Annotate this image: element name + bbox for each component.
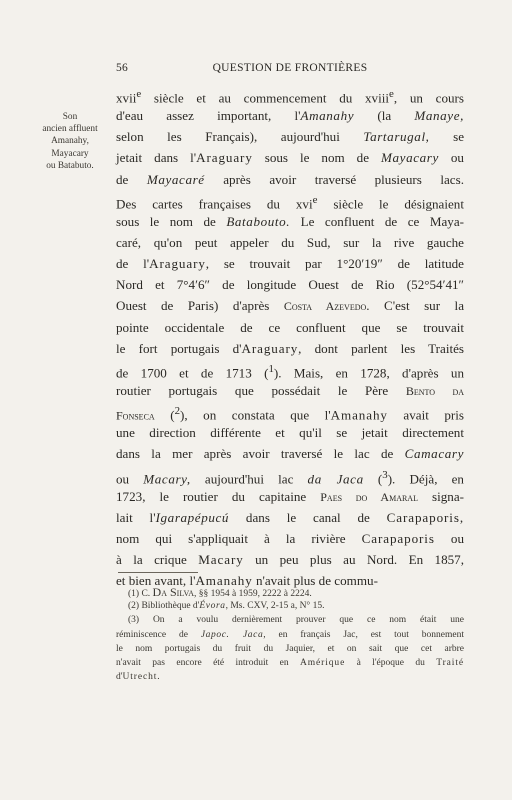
text-line: Ouest de Paris) d'après Costa Azevedo. C'est sur la [116, 298, 465, 314]
margin-note-line: ancien affluent [42, 124, 98, 135]
text-line: Des cartes françaises du xvi$^e$ siècle le désignaient [116, 193, 464, 212]
margin-note-line: Amanahy, [51, 136, 89, 147]
text-line: caré, qu'on peut appeler du Sud, sur la rive gauche [116, 234, 464, 250]
margin-note-line: Son [62, 112, 78, 122]
text-line: 1723, le routier du capitaine Paes do Amaral signa- [116, 488, 464, 504]
text-line: sous le nom de Bataboutо. Le confluent de ce Maya- [116, 213, 464, 229]
text-line: dans la mer après avoir traversé le lac de Camacary [116, 446, 464, 462]
page-number: 56 [116, 62, 129, 74]
footnote-rule [118, 572, 198, 573]
footnote-line: le nom portugais du fruit du Jaquier, et on sait que cet arbre [116, 643, 464, 654]
text-line: le fort portugais d'Araguary, dont parlent les Traités [116, 340, 464, 356]
body-text [116, 84, 464, 591]
footnote-line: réminiscence de Japoc. Jaca, en français Jac, est tout bonnement [116, 629, 464, 640]
text-line: lait l'Igarapépucú dans le canal de Carapaporis, [116, 509, 465, 525]
text-line: Nord et 7°4′6″ de longitude Ouest de Rio (52°54′41″ [116, 277, 464, 293]
footnote-line: d'Utrecht. [116, 672, 160, 683]
footnote-line: (3) On a voulu dernièrement prouver que ce nom était une [128, 615, 464, 626]
text-line: xvii$^e$ siècle et au commencement du xviii$^e$, un cours [116, 88, 465, 106]
text-line: de 1700 et de 1713 ($^1$). Mais, en 1728, d'après un [116, 362, 464, 381]
footnote-line: (2) Bibliothèque d'Évora, Ms. CXV, 2-15 a, N° 15. [128, 601, 325, 612]
text-line: à la crique Macary un peu plus au Nord. En 1857, [116, 552, 465, 568]
page-header [116, 62, 464, 78]
margin-note [26, 111, 114, 172]
text-line: jetait dans l'Araguary sous le nom de Mayacary ou [116, 150, 464, 166]
text-line: de l'Araguary, se trouvait par 1°20′19″ de latitude [116, 256, 464, 272]
footnote-line: n'avait pas encore été introduit en Amérique à l'époque du Traité [116, 657, 464, 668]
footnote-line: (1) C. Da Silva, §§ 1954 à 1959, 2222 à 2224. [128, 585, 312, 599]
running-title: QUESTION DE FRONTIÈRES [212, 62, 368, 74]
margin-note-line: ou Batabuto. [46, 160, 94, 171]
text-line: ou Macary, aujourd'hui lac da Jaca ($^3$). Déjà, en [116, 468, 464, 486]
text-line: une direction différente et qu'il se jetait directement [116, 425, 464, 441]
footnotes [116, 585, 464, 684]
text-line: nom qui s'appliquait à la rivière Carapaporis ou [116, 530, 464, 546]
text-line: d'eau assez important, l'Amanahy (la Manaye, [116, 108, 464, 124]
text-line: pointe occidentale de ce confluent que se trouvait [116, 319, 464, 335]
text-line: routier portugais que possédait le Père Bento da [116, 382, 464, 398]
text-line: et bien avant, l'Amanahy n'avait plus de commu- [116, 573, 378, 589]
margin-note-line: Mayacary [51, 148, 89, 159]
text-line: Fonseca ($^2$), on constata que l'Amanahy avait pris [116, 405, 465, 423]
text-line: selon les Français), aujourd'hui Tartarugal, se [116, 129, 465, 145]
text-line: de Mayacaré après avoir traversé plusieurs lacs. [116, 171, 464, 187]
